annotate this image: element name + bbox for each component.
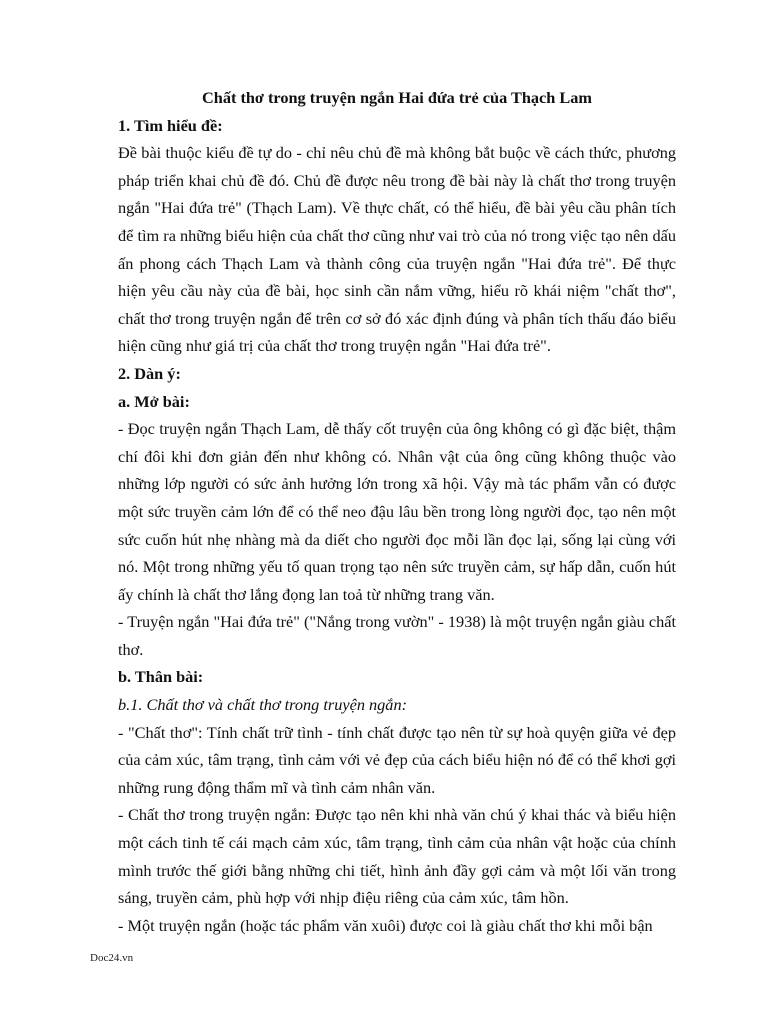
section-2a-paragraph-1: - Đọc truyện ngắn Thạch Lam, dễ thấy cốt truyện của ông không có gì đặc biệt, thậm chí đôi khi đơn giản đến như không có. Nhân vật của ông cũng không thuộc vào những lớp người có sức ảnh hưởng lớn trong xã hội. Vậy mà tác phẩm vẫn có được một sức truyền cảm lớn để có thể neo đậu lâu bền trong lòng người đọc, tạo nên một sức cuốn hút nhẹ nhàng mà da diết cho người đọc mỗi lần đọc lại, sống lại cùng với nó. Một trong những yếu tố quan trọng tạo nên sức truyền cảm, sự hấp dẫn, cuốn hút ấy chính là chất thơ lắng đọng lan toả từ những trang văn. [118, 419, 676, 604]
section-2b1-paragraph-2: - Chất thơ trong truyện ngắn: Được tạo nên khi nhà văn chú ý khai thác và biểu hiện một cách tinh tế cái mạch cảm xúc, tâm trạng, tình cảm của nhân vật hoặc của chính mình trước thế giới bằng những chi tiết, hình ảnh đầy gợi cảm và một lối văn trong sáng, truyền cảm, phù hợp với nhịp điệu riêng của cảm xúc, tâm hồn. [118, 805, 676, 908]
section-2b1-heading: b.1. Chất thơ và chất thơ trong truyện ngắn: [118, 695, 408, 715]
section-2a-paragraph-2: - Truyện ngắn "Hai đứa trẻ" ("Nắng trong vườn" - 1938) là một truyện ngắn giàu chất thơ. [118, 612, 676, 659]
footer-source: Doc24.vn [90, 952, 134, 964]
section-2b1-paragraph-3: - Một truyện ngắn (hoặc tác phẩm văn xuôi) được coi là giàu chất thơ khi mỗi bận [118, 915, 653, 935]
section-2-heading: 2. Dàn ý: [118, 363, 181, 383]
section-2b1-paragraph-1: - "Chất thơ": Tính chất trữ tình - tính chất được tạo nên từ sự hoà quyện giữa vẻ đẹp của cảm xúc, tâm trạng, tình cảm với vẻ đẹp của cách biểu hiện nó để có thể khơi gợi những rung động thẩm mĩ và tình cảm nhân văn. [118, 722, 676, 797]
section-1-heading: 1. Tìm hiểu đề: [118, 115, 223, 135]
section-1-text: Đề bài thuộc kiểu đề tự do - chỉ nêu chủ đề mà không bắt buộc về cách thức, phương pháp triển khai chủ đề đó. Chủ đề được nêu trong đề bài này là chất thơ trong truyện ngắn "Hai đứa trẻ" (Thạch Lam). Về thực chất, có thể hiểu, đề bài yêu cầu phân tích để tìm ra những biểu hiện của chất thơ cũng như vai trò của nó trong việc tạo nên dấu ấn phong cách Thạch Lam và thành công của truyện ngắn "Hai đứa trẻ". Để thực hiện yêu cầu này của đề bài, học sinh cần nắm vững, hiểu rõ khái niệm "chất thơ", chất thơ trong truyện ngắn để trên cơ sở đó xác định đúng và phân tích thấu đáo biểu hiện cũng như giá trị của chất thơ trong truyện ngắn "Hai đứa trẻ". [118, 143, 676, 356]
document-title: Chất thơ trong truyện ngắn Hai đứa trẻ của Thạch Lam [202, 88, 592, 107]
section-2b-heading: b. Thân bài: [118, 667, 204, 687]
document-body [118, 84, 676, 939]
section-2a-heading: a. Mở bài: [118, 391, 190, 411]
